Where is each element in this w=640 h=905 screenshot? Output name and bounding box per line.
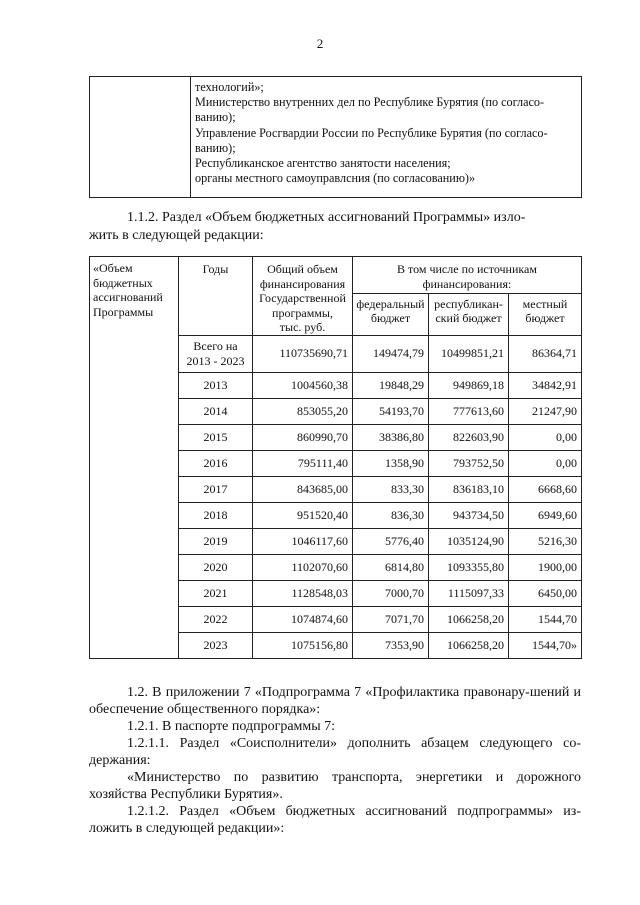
year-cell [179,335,253,372]
responsible-line: ванию); [195,110,236,125]
year-cell: 2016 [179,450,253,476]
local-cell: 0,00 [509,424,582,450]
local-cell: 1544,70 [509,606,582,632]
federal-cell: 7000,70 [353,580,429,606]
local-cell: 1544,70» [509,632,582,658]
federal-cell: 836,30 [353,502,429,528]
local-cell: 6668,60 [509,476,582,502]
responsible-line: ванию); [195,140,236,155]
republican-cell: 1066258,20 [429,632,509,658]
responsible-line: технологий»; [195,80,264,94]
federal-cell: 149474,79 [353,335,429,372]
republican-cell: 777613,60 [429,398,509,424]
label-line: Программы [93,304,154,319]
federal-cell: 1358,90 [353,450,429,476]
total-cell: 1102070,60 [253,554,353,580]
header-line: ский бюджет [435,311,502,326]
year-cell: 2014 [179,398,253,424]
federal-cell: 6814,80 [353,554,429,580]
paragraph-line: жить в следующей редакции: [89,228,264,243]
header-line: местный [522,296,568,311]
republican-cell: 1035124,90 [429,528,509,554]
header-years [179,257,253,336]
page-number: 2 [316,36,324,51]
local-cell: 6450,00 [509,580,582,606]
total-cell: 843685,00 [253,476,353,502]
responsible-label-cell [90,77,191,198]
header-federal [353,293,429,335]
local-cell: 1900,00 [509,554,582,580]
paragraph-1-1-2-continuation [89,227,581,244]
republican-cell: 822603,90 [429,424,509,450]
responsible-bodies-table [89,76,582,198]
total-cell: 860990,70 [253,424,353,450]
year-cell: 2013 [179,372,253,398]
header-line: республикан- [434,296,503,311]
header-local [509,293,582,335]
federal-cell: 7353,90 [353,632,429,658]
paragraph-line: 1.1.2. Раздел «Объем бюджетных ассигнований Программы» изло- [127,210,526,225]
responsible-list-cell [191,77,582,198]
federal-cell: 833,30 [353,476,429,502]
year-cell: 2018 [179,502,253,528]
paragraph: 1.2.1.1. Раздел «Соисполнители» дополнить абзацем следующего со-держания: [89,736,581,768]
paragraph: 1.2.1.2. Раздел «Объем бюджетных ассигнований подпрограммы» из-ложить в следующей редакции»: [89,804,581,836]
total-cell: 1004560,38 [253,372,353,398]
year-cell: 2022 [179,606,253,632]
paragraph: 1.2. В приложении 7 «Подпрограмма 7 «Профилактика правонару-шений и обеспечение общественного порядка»: [89,685,581,717]
header-line: бюджет [525,311,565,326]
header-total [253,257,353,336]
federal-cell: 54193,70 [353,398,429,424]
header-line: федеральный [356,296,425,311]
paragraph: 1.2.1. В паспорте подпрограммы 7: [127,719,336,734]
republican-cell: 943734,50 [429,502,509,528]
year-cell: 2017 [179,476,253,502]
year-cell: 2021 [179,580,253,606]
total-cell: 110735690,71 [253,335,353,372]
local-cell: 5216,30 [509,528,582,554]
total-cell: 1075156,80 [253,632,353,658]
header-line: В том числе по источникам [397,262,537,276]
responsible-line: Управление Росгвардии России по Республике Бурятия (по согласо- [195,125,548,140]
header-line: программы, [272,305,333,320]
local-cell: 86364,71 [509,335,582,372]
amendments-text [89,684,581,837]
section-label-cell [90,257,179,659]
federal-cell: 5776,40 [353,528,429,554]
header-line: финансирования: [422,276,512,291]
total-cell: 951520,40 [253,502,353,528]
label-line: ассигнований [93,290,163,304]
header-line: бюджет [370,311,411,326]
header-sources [353,257,582,294]
republican-cell: 1066258,20 [429,606,509,632]
label-line: «Объем [93,261,133,275]
budget-allocation-table [89,256,582,659]
republican-cell: 1093355,80 [429,554,509,580]
year-cell: 2015 [179,424,253,450]
label-line: бюджетных [93,275,153,290]
total-cell: 795111,40 [253,450,353,476]
republican-cell: 1115097,33 [429,580,509,606]
responsible-line: Республиканское агентство занятости населения; [195,156,451,171]
year-cell: 2020 [179,554,253,580]
federal-cell: 19848,29 [353,372,429,398]
total-cell: 853055,20 [253,398,353,424]
federal-cell: 38386,80 [353,424,429,450]
total-cell: 1128548,03 [253,580,353,606]
year-cell: 2023 [179,632,253,658]
header-line: тыс. руб. [279,320,326,334]
year-line: Всего на [193,339,238,353]
local-cell: 6949,60 [509,502,582,528]
republican-cell: 10499851,21 [429,335,509,372]
year-cell: 2019 [179,528,253,554]
federal-cell: 7071,70 [353,606,429,632]
header-line: Общий объем [267,262,338,276]
total-cell: 1074874,60 [253,606,353,632]
responsible-line: органы местного самоуправлсния (по согласованию)» [195,171,476,186]
paragraph: «Министерство по развитию транспорта, энергетики и дорожного хозяйства Республики Бурятия». [89,770,581,802]
header-years-text: Годы [202,262,229,276]
republican-cell: 836183,10 [429,476,509,502]
republican-cell: 949869,18 [429,372,509,398]
total-cell: 1046117,60 [253,528,353,554]
header-line: Государственной [259,291,346,305]
responsible-line: Министерство внутренних дел по Республике Бурятия (по согласо- [195,95,545,110]
header-line: финансирования [259,276,346,291]
republican-cell: 793752,50 [429,450,509,476]
local-cell: 21247,90 [509,398,582,424]
local-cell: 34842,91 [509,372,582,398]
local-cell: 0,00 [509,450,582,476]
header-republican [429,293,509,335]
paragraph-1-1-2 [89,209,581,226]
year-line: 2013 - 2023 [186,353,245,368]
